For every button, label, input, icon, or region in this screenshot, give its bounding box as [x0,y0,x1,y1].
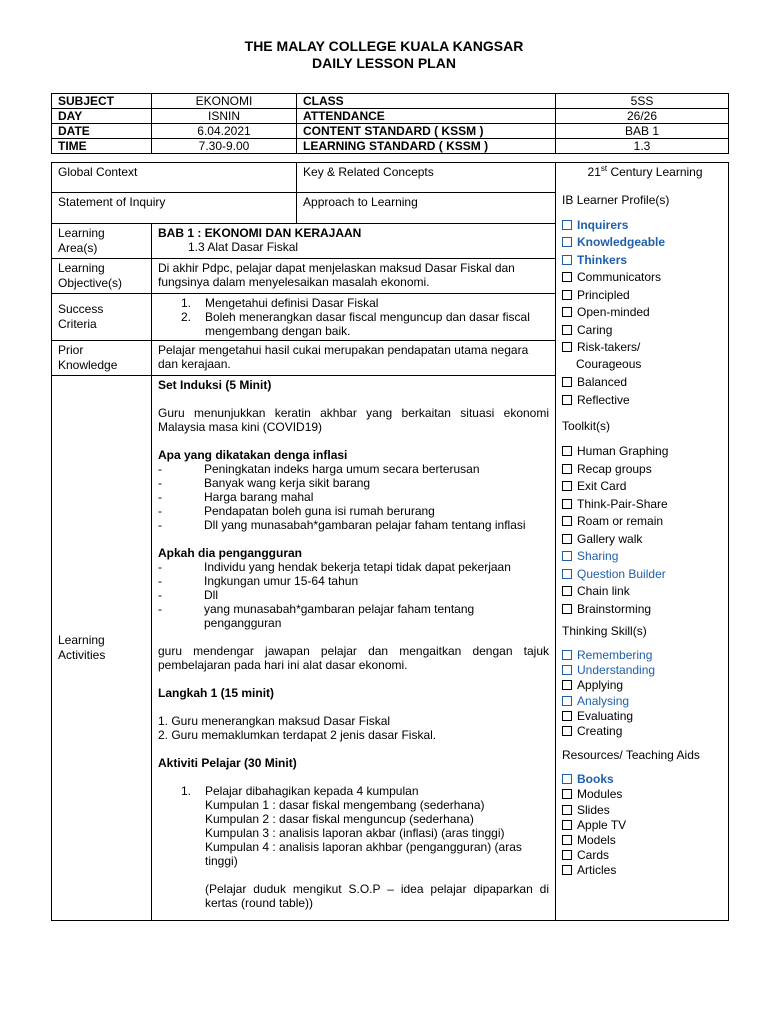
success-item-num: 2. [181,310,192,324]
checkbox-item[interactable] [562,478,728,496]
checkbox-icon[interactable] [562,865,572,875]
day-value: ISNIN [152,109,297,124]
subject-label: SUBJECT [52,94,152,109]
checkbox-icon[interactable] [562,586,572,596]
checkbox-icon[interactable] [562,774,572,784]
inflasi-title: Apa yang dikatakan denga inflasi [158,448,348,462]
checkbox-icon[interactable] [562,820,572,830]
bullet-text: Dll [204,588,218,602]
class-label: CLASS [297,94,556,109]
checkbox-item[interactable] [562,583,728,601]
info-row [52,109,729,124]
checkbox-item[interactable] [562,565,728,583]
bullet-text: Peningkatan indeks harga umum secara berterusan [204,462,480,476]
checkbox-label: Slides [577,802,610,817]
checkbox-icon[interactable] [562,805,572,815]
bullet-dash: - [158,490,162,504]
sop-text: (Pelajar duduk mengikut S.O.P – idea pelajar dipaparkan di kertas (round table)) [205,882,550,910]
century-suffix: Century Learning [607,165,703,179]
bullet-text: Banyak wang kerja sikit barang [204,476,371,490]
activities-cell [152,376,556,921]
learning-standard-label: LEARNING STANDARD ( KSSM ) [297,139,556,154]
success-item-num: 1. [181,296,192,310]
checkbox-icon[interactable] [562,680,572,690]
checkbox-label: Sharing [577,549,619,564]
checkbox-icon[interactable] [562,342,572,352]
bullet-item [158,490,549,504]
learning-area-label: Learning Area(s) [52,224,152,259]
bullet-text: Pendapatan boleh guna isi rumah berurang [204,504,435,518]
checkbox-label: Reflective [577,392,630,407]
checkbox-item[interactable] [562,443,728,461]
bullet-item [158,574,549,588]
bullet-text: Individu yang hendak bekerja tetapi tidak dapat pekerjaan [204,560,511,574]
checkbox-item[interactable] [562,663,728,678]
bullet-dash: - [158,560,162,574]
checkbox-item[interactable] [562,339,728,357]
checkbox-icon[interactable] [562,551,572,561]
checkbox-item[interactable] [562,787,728,802]
checkbox-label: Remembering [577,648,653,663]
checkbox-icon[interactable] [562,516,572,526]
bullet-item [158,504,549,518]
checkbox-icon[interactable] [562,604,572,614]
bullet-dash: - [158,462,162,476]
success-item [158,310,549,338]
info-row [52,139,729,154]
success-item-text: Mengetahui definisi Dasar Fiskal [205,296,379,310]
checkbox-label: Creating [577,724,623,739]
checkbox-item[interactable] [562,693,728,708]
success-label: Success Criteria [52,294,152,341]
prior-text: Pelajar mengetahui hasil cukai merupakan pendapatan utama negara dan kerajaan. [152,341,556,376]
bullet-dash: - [158,518,162,532]
sidebar [562,164,728,878]
checkbox-label: Applying [577,678,624,693]
century-sup: st [600,164,608,173]
guru-text: guru mendengar jawapan pelajar dan mengaitkan dengan tajuk pembelajaran pada hari ini alat dasar ekonomi. [158,644,550,672]
checkbox-icon[interactable] [562,711,572,721]
checkbox-label: Chain link [577,584,630,599]
kumpulan-list [158,798,549,868]
bullet-item [158,476,549,490]
checkbox-label: Apple TV [577,817,627,832]
checkbox-icon[interactable] [562,377,572,387]
checkbox-icon[interactable] [562,220,572,230]
checkbox-icon[interactable] [562,534,572,544]
checkbox-icon[interactable] [562,569,572,579]
pengangguran-list [158,560,549,630]
info-row [52,94,729,109]
sidebar-cell [556,163,729,921]
checkbox-label: Knowledgeable [577,235,666,250]
checkbox-label: Balanced [577,375,628,390]
learning-standard-value: 1.3 [556,139,729,154]
learning-area-title: BAB 1 : EKONOMI DAN KERAJAAN [158,226,362,240]
statement-inquiry-cell: Statement of Inquiry [52,193,297,224]
checkbox-item[interactable] [562,460,728,478]
checkbox-icon[interactable] [562,255,572,265]
set-induksi-text: Guru menunjukkan keratin akhbar yang berkaitan situasi ekonomi Malaysia masa kini (COVID19) [158,406,550,434]
checkbox-item[interactable] [562,817,728,832]
approach-learning-cell: Approach to Learning [297,193,556,224]
success-item [158,296,549,310]
checkbox-label: Risk-takers/ [577,340,641,355]
class-value: 5SS [556,94,729,109]
checkbox-item[interactable] [562,374,728,392]
checkbox-item[interactable] [562,548,728,566]
checkbox-label: Recap groups [577,461,652,476]
checkbox-label: Principled [577,287,630,302]
lesson-info-table [51,93,729,154]
bullet-dash: - [158,588,162,602]
checkbox-item[interactable] [562,251,728,269]
bullet-item [158,588,549,602]
checkbox-label: Open-minded [577,305,650,320]
bullet-text: Ingkungan umur 15-64 tahun [204,574,359,588]
checkbox-label: Models [577,832,616,847]
resources-title: Resources/ Teaching Aids [562,747,700,762]
langkah-list [158,714,549,742]
checkbox-item[interactable] [562,269,728,287]
info-row [52,124,729,139]
langkah-item: 1. Guru menerangkan maksud Dasar Fiskal [158,714,391,728]
ib-profile-title: IB Learner Profile(s) [562,193,670,207]
aktiviti-lead-row [158,784,549,798]
thinking-skills-title: Thinking Skill(s) [562,623,647,638]
checkbox-label: Roam or remain [577,514,664,529]
bullet-dash: - [158,504,162,518]
time-label: TIME [52,139,152,154]
checkbox-label: Cards [577,848,610,863]
aktiviti-title: Aktiviti Pelajar (30 Minit) [158,756,297,770]
subject-value: EKONOMI [152,94,297,109]
checkbox-label: Inquirers [577,217,629,232]
kumpulan-item: Kumpulan 3 : analisis laporan akbar (inflasi) (aras tinggi) [205,826,505,840]
checkbox-icon[interactable] [562,446,572,456]
checkbox-item[interactable] [562,391,728,409]
checkbox-label: Brainstorming [577,601,652,616]
prior-label: Prior Knowledge [52,341,152,376]
langkah-title: Langkah 1 (15 minit) [158,686,275,700]
checkbox-item[interactable] [562,321,728,339]
learning-area-content [152,224,556,259]
objective-text: Di akhir Pdpc, pelajar dapat menjelaskan maksud Dasar Fiskal dan fungsinya dalam menyelesaikan masalah ekonomi. [152,259,556,294]
bullet-dash: - [158,574,162,588]
content-standard-value: BAB 1 [556,124,729,139]
checkbox-label: Understanding [577,663,656,678]
checkbox-item[interactable] [562,530,728,548]
checkbox-item[interactable] [562,234,728,252]
checkbox-item[interactable] [562,772,728,787]
date-value: 6.04.2021 [152,124,297,139]
bullet-item [158,462,549,476]
aktiviti-num: 1. [181,784,192,798]
checkbox-item[interactable] [562,723,728,738]
courageous-label: Courageous [576,357,642,371]
bullet-item [158,518,549,532]
checkbox-label: Articles [577,863,617,878]
checkbox-item[interactable] [562,286,728,304]
checkbox-icon[interactable] [562,726,572,736]
checkbox-icon[interactable] [562,850,572,860]
content-standard-label: CONTENT STANDARD ( KSSM ) [297,124,556,139]
century-learning-title [562,164,728,179]
toolkit-title: Toolkit(s) [562,418,611,433]
century-prefix: 21 [587,165,601,179]
checkbox-label: Communicators [577,270,662,285]
time-value: 7.30-9.00 [152,139,297,154]
lesson-plan-table [51,162,729,921]
bullet-text: yang munasabah*gambaran pelajar faham tentang pengangguran [204,602,475,630]
checkbox-item[interactable] [562,802,728,817]
checkbox-item[interactable] [562,600,728,618]
checkbox-label: Think-Pair-Share [577,496,668,511]
checkbox-icon[interactable] [562,499,572,509]
attendance-value: 26/26 [556,109,729,124]
checkbox-icon[interactable] [562,650,572,660]
kumpulan-item: Kumpulan 1 : dasar fiskal mengembang (sederhana) [205,798,485,812]
checkbox-item[interactable] [562,848,728,863]
day-label: DAY [52,109,152,124]
checkbox-label: Thinkers [577,252,628,267]
inflasi-list [158,462,549,532]
pengangguran-title: Apkah dia pengangguran [158,546,303,560]
checkbox-item[interactable] [562,863,728,878]
school-title: THE MALAY COLLEGE KUALA KANGSAR [244,38,524,54]
kumpulan-item: Kumpulan 4 : analisis laporan akhbar (pengangguran) (aras tinggi) [205,840,522,868]
checkbox-label: Books [577,772,614,787]
checkbox-label: Human Graphing [577,444,669,459]
checkbox-icon[interactable] [562,835,572,845]
langkah-item: 2. Guru memaklumkan terdapat 2 jenis dasar Fiskal. [158,728,437,742]
checkbox-icon[interactable] [562,325,572,335]
document-title: DAILY LESSON PLAN [312,55,456,71]
checkbox-item[interactable] [562,216,728,234]
checkbox-label: Evaluating [577,708,634,723]
learning-area-sub: 1.3 Alat Dasar Fiskal [188,240,299,254]
checkbox-item[interactable] [562,708,728,723]
checkbox-item[interactable] [562,513,728,531]
checkbox-icon[interactable] [562,696,572,706]
objective-label: Learning Objective(s) [52,259,152,294]
success-item-text: Boleh menerangkan dasar fiscal menguncup dan dasar fiscal mengembang dengan baik. [205,310,530,338]
bullet-text: Harga barang mahal [204,490,314,504]
success-criteria [152,294,556,341]
checkbox-icon[interactable] [562,307,572,317]
checkbox-item[interactable] [562,678,728,693]
kumpulan-item: Kumpulan 2 : dasar fiskal menguncup (sederhana) [205,812,474,826]
checkbox-icon[interactable] [562,464,572,474]
bullet-dash: - [158,476,162,490]
attendance-label: ATTENDANCE [297,109,556,124]
activities-label: Learning Activities [52,376,152,921]
key-concepts-cell: Key & Related Concepts [297,163,556,193]
checkbox-label: Exit Card [577,479,627,494]
bullet-text: Dll yang munasabah*gambaran pelajar faham tentang inflasi [204,518,526,532]
checkbox-icon[interactable] [562,665,572,675]
set-induksi-title: Set Induksi (5 Minit) [158,378,272,392]
checkbox-item[interactable] [562,648,728,663]
checkbox-icon[interactable] [562,395,572,405]
global-context-cell: Global Context [52,163,297,193]
plan-row [52,163,729,193]
checkbox-icon[interactable] [562,272,572,282]
checkbox-icon[interactable] [562,789,572,799]
checkbox-icon[interactable] [562,290,572,300]
checkbox-icon[interactable] [562,481,572,491]
activities-content [158,378,549,918]
checkbox-item[interactable] [562,304,728,322]
checkbox-label: Caring [577,322,613,337]
bullet-item [158,602,549,630]
bullet-dash: - [158,602,162,616]
aktiviti-lead: Pelajar dibahagikan kepada 4 kumpulan [205,784,419,798]
checkbox-label: Question Builder [577,566,666,581]
date-label: DATE [52,124,152,139]
checkbox-item[interactable] [562,495,728,513]
checkbox-icon[interactable] [562,237,572,247]
checkbox-label: Gallery walk [577,531,643,546]
bullet-item [158,560,549,574]
checkbox-label: Analysing [577,693,630,708]
checkbox-label: Modules [577,787,623,802]
checkbox-item[interactable] [562,832,728,847]
